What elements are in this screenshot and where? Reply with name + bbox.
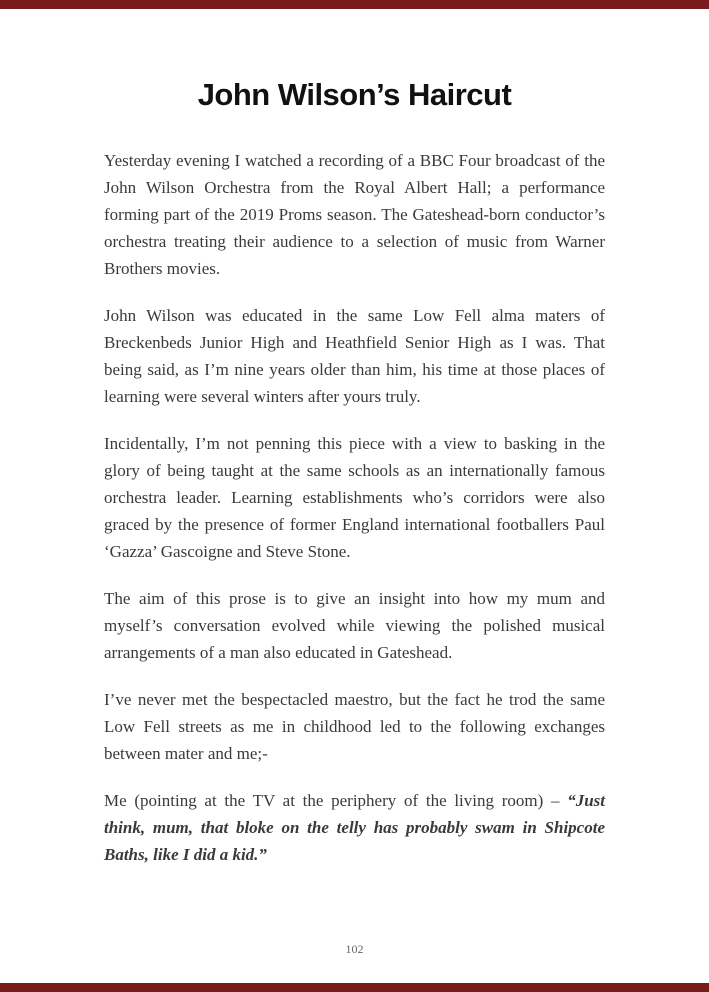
paragraph-with-quote — [104, 787, 605, 868]
top-border-band — [0, 0, 709, 9]
paragraph: The aim of this prose is to give an insight into how my mum and myself’s conversation evolved while viewing the polished musical arrangements of a man also educated in Gateshead. — [104, 589, 605, 662]
paragraph: Incidentally, I’m not penning this piece with a view to basking in the glory of being taught at the same schools as an internationally famous orchestra leader. Learning establishments who’s corridors were also graced by the presence of former England international footballers Paul ‘Gazza’ Gascoigne and Steve Stone. — [104, 434, 605, 561]
page-title: John Wilson’s Haircut — [197, 77, 512, 112]
paragraph: John Wilson was educated in the same Low Fell alma maters of Breckenbeds Junior High and Heathfield Senior High as I was. That being said, as I’m nine years older than him, his time at those places of learning were several winters after yours truly. — [104, 306, 605, 406]
paragraph: Yesterday evening I watched a recording of a BBC Four broadcast of the John Wilson Orchestra from the Royal Albert Hall; a performance forming part of the 2019 Proms season. The Gateshead-born conductor’s orchestra treating their audience to a selection of music from Warner Brothers movies. — [104, 151, 605, 278]
paragraph: I’ve never met the bespectacled maestro, but the fact he trod the same Low Fell streets as me in childhood led to the following exchanges between mater and me;- — [104, 690, 605, 763]
dialogue-lead: Me (pointing at the TV at the periphery of the living room) – — [104, 791, 568, 810]
page-number: 102 — [345, 942, 364, 956]
dialogue-quote: “Just think, mum, that bloke on the telly has probably swam in Shipcote Baths, like I did a kid.” — [104, 791, 605, 864]
document-page — [0, 9, 709, 983]
article-body — [104, 147, 605, 868]
bottom-border-band — [0, 983, 709, 992]
